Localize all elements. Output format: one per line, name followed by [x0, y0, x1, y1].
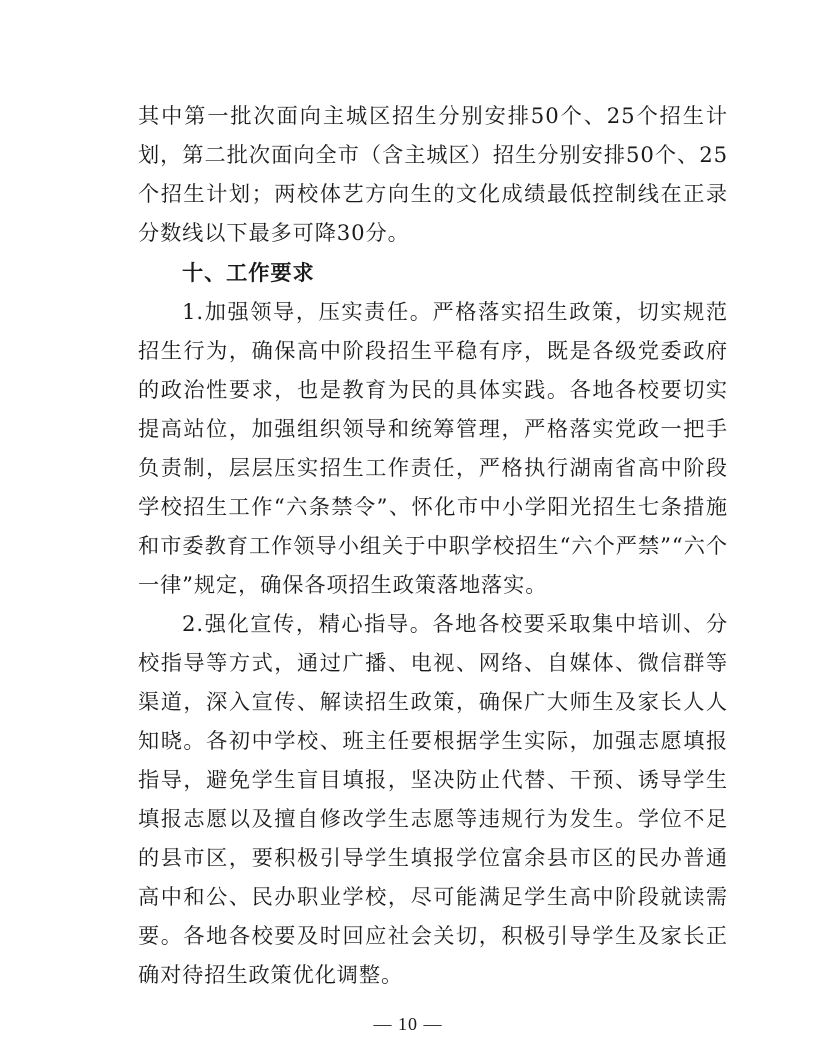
paragraph-strengthen-leadership: 1.加强领导，压实责任。严格落实招生政策，切实规范招生行为，确保高中阶段招生平稳有序，既是各级党委政府的政治性要求，也是教育为民的具体实践。各地各校要切实提高站位，加强组织领导和统筹管理，严格落实党政一把手负责制，层层压实招生工作责任，严格执行湖南省高中阶段学校招生工作“六条禁令”、怀化市中小学阳光招生七条措施和市委教育工作领导小组关于中职学校招生“六个严禁”“六个一律”规定，确保各项招生政策落地落实。 — [138, 299, 728, 597]
section-heading-work-requirements: 十、工作要求 — [182, 260, 315, 285]
paragraph-continued: 其中第一批次面向主城区招生分别安排50个、25个招生计划，第二批次面向全市（含主城区）招生分别安排50个、25个招生计划；两校体艺方向生的文化成绩最低控制线在正录分数线以下最多可降30分。 — [138, 103, 728, 245]
page-number: — 10 — — [373, 1014, 443, 1034]
paragraph-strengthen-publicity: 2.强化宣传，精心指导。各地各校要采取集中培训、分校指导等方式，通过广播、电视、网络、自媒体、微信群等渠道，深入宣传、解读招生政策，确保广大师生及家长人人知晓。各初中学校、班主任要根据学生实际，加强志愿填报指导，避免学生盲目填报，坚决防止代替、干预、诱导学生填报志愿以及擅自修改学生志愿等违规行为发生。学位不足的县市区，要积极引导学生填报学位富余县市区的民办普通高中和公、民办职业学校，尽可能满足学生高中阶段就读需要。各地各校要及时回应社会关切，积极引导学生及家长正确对待招生政策优化调整。 — [138, 611, 728, 987]
document-body — [138, 96, 728, 994]
